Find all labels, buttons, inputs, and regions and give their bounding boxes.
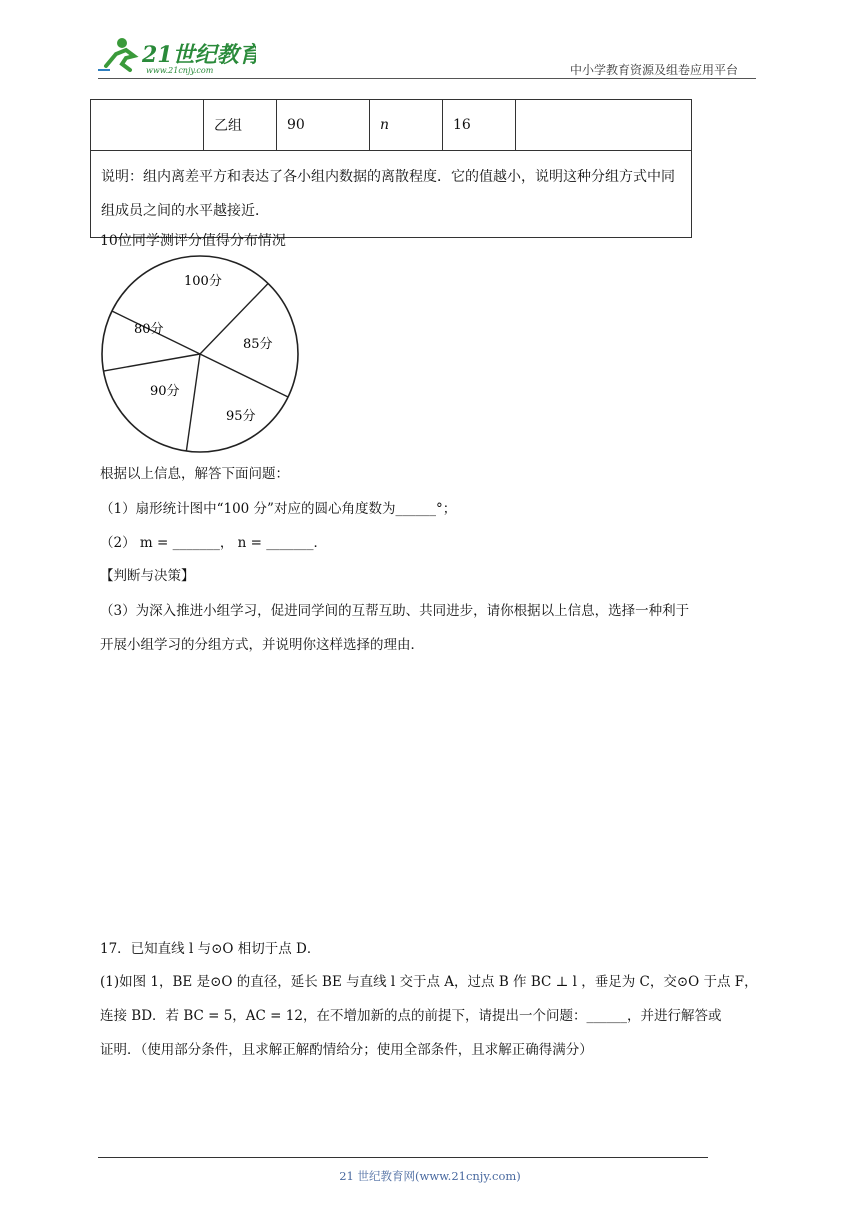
header-divider — [98, 78, 756, 79]
table-row — [91, 151, 692, 238]
pie-label: 100分 — [184, 274, 222, 289]
table-row — [91, 100, 692, 151]
table-note: 说明：组内离差平方和表达了各小组内数据的离散程度．它的值越小，说明这种分组方式中同组成员之间的水平越接近． — [91, 151, 692, 238]
pie-title: 10位同学测评分值得分布情况 — [100, 233, 286, 249]
table-cell — [91, 100, 204, 151]
logo-text: 21世纪教育 — [142, 42, 256, 68]
pie-label: 95分 — [226, 409, 256, 424]
table-cell: 16 — [443, 100, 516, 151]
table-cell: 90 — [277, 100, 370, 151]
question-17-line: 连接 BD．若 BC = 5，AC = 12，在不增加新的点的前提下，请提出一个问题：______，并进行解答或 — [100, 1008, 722, 1024]
platform-name: 中小学教育资源及组卷应用平台 — [570, 63, 739, 77]
footer-text: 21 世纪教育网(www.21cnjy.com) — [339, 1169, 521, 1183]
footer-divider — [98, 1157, 708, 1158]
runner-icon — [98, 38, 134, 70]
table-cell: 乙组 — [204, 100, 277, 151]
logo-url: www.21cnjy.com — [146, 66, 214, 75]
question-17-line: 17．已知直线 l 与⊙O 相切于点 D． — [100, 941, 321, 957]
pie-label: 80分 — [134, 322, 164, 337]
question-3-line: 开展小组学习的分组方式，并说明你这样选择的理由． — [100, 637, 424, 653]
pie-chart — [98, 254, 304, 456]
table-cell: n — [370, 100, 443, 151]
section-heading: 【判断与决策】 — [100, 568, 195, 584]
group-table — [90, 99, 692, 238]
question-1: （1）扇形统计图中“100 分”对应的圆心角度数为______°； — [100, 501, 457, 517]
pie-label: 90分 — [150, 384, 180, 399]
question-3-line: （3）为深入推进小组学习，促进同学间的互帮互助、共同进步，请你根据以上信息，选择一种利于 — [100, 603, 690, 619]
question-2: （2） m = _______， n = _______． — [100, 535, 327, 551]
intro-text: 根据以上信息，解答下面问题： — [100, 466, 289, 482]
question-17-line: (1)如图 1，BE 是⊙O 的直径，延长 BE 与直线 l 交于点 A，过点 B 作 BC ⊥ l ，垂足为 C，交⊙O 于点 F， — [100, 974, 758, 990]
question-17-line: 证明．（使用部分条件，且求解正解酌情给分；使用全部条件，且求解正确得满分） — [100, 1042, 593, 1058]
site-logo — [96, 36, 256, 76]
table-cell — [516, 100, 692, 151]
pie-label: 85分 — [243, 337, 273, 352]
